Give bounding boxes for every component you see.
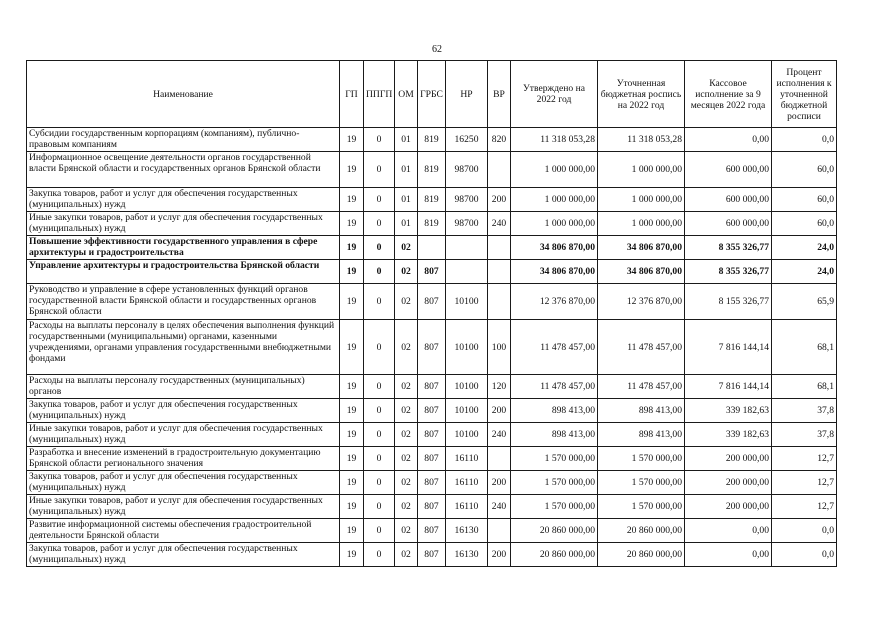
cell-ppgp: 0: [364, 375, 395, 399]
cell-percent: 60,0: [772, 152, 837, 188]
cell-cash: 200 000,00: [685, 495, 772, 519]
cell-name: Иные закупки товаров, работ и услуг для обеспечения государственных (муниципальных) нужд: [27, 212, 340, 236]
cell-percent: 60,0: [772, 212, 837, 236]
cell-grbs: [418, 236, 446, 260]
table-row: [27, 212, 837, 236]
cell-om: 02: [395, 260, 418, 284]
table-row: [27, 236, 837, 260]
cell-approved: 11 478 457,00: [511, 320, 598, 375]
cell-vr: 120: [488, 375, 511, 399]
cell-np: 16250: [446, 128, 488, 152]
cell-om: 02: [395, 236, 418, 260]
table-row: [27, 188, 837, 212]
cell-om: 02: [395, 447, 418, 471]
cell-percent: 12,7: [772, 495, 837, 519]
cell-grbs: 807: [418, 260, 446, 284]
cell-approved: 1 570 000,00: [511, 447, 598, 471]
cell-vr: 200: [488, 188, 511, 212]
cell-percent: 37,8: [772, 423, 837, 447]
cell-om: 01: [395, 188, 418, 212]
cell-approved: 1 000 000,00: [511, 152, 598, 188]
table-header-row: [27, 61, 837, 128]
cell-percent: 68,1: [772, 320, 837, 375]
cell-approved: 1 000 000,00: [511, 212, 598, 236]
cell-name: Расходы на выплаты персоналу государственных (муниципальных) органов: [27, 375, 340, 399]
cell-om: 02: [395, 320, 418, 375]
cell-cash: 8 155 326,77: [685, 284, 772, 320]
cell-grbs: 807: [418, 399, 446, 423]
cell-vr: [488, 236, 511, 260]
cell-cash: 339 182,63: [685, 399, 772, 423]
cell-approved: 898 413,00: [511, 423, 598, 447]
cell-refined: 898 413,00: [598, 423, 685, 447]
cell-approved: 11 318 053,28: [511, 128, 598, 152]
cell-vr: 240: [488, 423, 511, 447]
cell-gp: 19: [340, 447, 364, 471]
cell-percent: 12,7: [772, 447, 837, 471]
cell-vr: 200: [488, 471, 511, 495]
header-percent: Процент исполнения к уточненной бюджетной росписи: [772, 61, 837, 128]
cell-om: 02: [395, 471, 418, 495]
cell-percent: 0,0: [772, 128, 837, 152]
header-np: НР: [446, 61, 488, 128]
cell-approved: 11 478 457,00: [511, 375, 598, 399]
cell-np: 98700: [446, 212, 488, 236]
cell-om: 02: [395, 284, 418, 320]
cell-approved: 20 860 000,00: [511, 519, 598, 543]
cell-grbs: 807: [418, 423, 446, 447]
cell-name: Руководство и управление в сфере установленных функций органов государственной власти Брянской области и государственных органов Брянской области: [27, 284, 340, 320]
cell-vr: [488, 260, 511, 284]
cell-np: 16130: [446, 543, 488, 567]
table-row: [27, 423, 837, 447]
cell-name: Информационное освещение деятельности органов государственной власти Брянской области и государственных органов Брянской области: [27, 152, 340, 188]
cell-grbs: 807: [418, 447, 446, 471]
cell-om: 01: [395, 128, 418, 152]
cell-vr: 200: [488, 543, 511, 567]
cell-grbs: 807: [418, 320, 446, 375]
cell-ppgp: 0: [364, 188, 395, 212]
cell-refined: 1 570 000,00: [598, 495, 685, 519]
cell-ppgp: 0: [364, 519, 395, 543]
cell-vr: 200: [488, 399, 511, 423]
cell-cash: 200 000,00: [685, 447, 772, 471]
cell-grbs: 807: [418, 543, 446, 567]
cell-approved: 1 570 000,00: [511, 495, 598, 519]
cell-np: 10100: [446, 423, 488, 447]
table-row: [27, 128, 837, 152]
cell-gp: 19: [340, 543, 364, 567]
table-row: [27, 543, 837, 567]
cell-ppgp: 0: [364, 236, 395, 260]
cell-om: 02: [395, 399, 418, 423]
cell-refined: 20 860 000,00: [598, 519, 685, 543]
cell-refined: 11 478 457,00: [598, 375, 685, 399]
cell-approved: 20 860 000,00: [511, 543, 598, 567]
cell-np: 16110: [446, 447, 488, 471]
cell-np: 98700: [446, 188, 488, 212]
cell-gp: 19: [340, 423, 364, 447]
cell-ppgp: 0: [364, 260, 395, 284]
cell-percent: 65,9: [772, 284, 837, 320]
cell-approved: 12 376 870,00: [511, 284, 598, 320]
cell-name: Субсидии государственным корпорациям (компаниям), публично-правовым компаниям: [27, 128, 340, 152]
cell-gp: 19: [340, 212, 364, 236]
cell-approved: 898 413,00: [511, 399, 598, 423]
header-name: Наименование: [27, 61, 340, 128]
table-row: [27, 375, 837, 399]
cell-ppgp: 0: [364, 447, 395, 471]
cell-cash: 600 000,00: [685, 152, 772, 188]
cell-ppgp: 0: [364, 399, 395, 423]
cell-om: 02: [395, 375, 418, 399]
cell-grbs: 807: [418, 519, 446, 543]
header-grbs: ГРБС: [418, 61, 446, 128]
cell-refined: 1 570 000,00: [598, 471, 685, 495]
cell-name: Закупка товаров, работ и услуг для обеспечения государственных (муниципальных) нужд: [27, 471, 340, 495]
cell-vr: [488, 519, 511, 543]
cell-np: 16110: [446, 495, 488, 519]
cell-vr: 820: [488, 128, 511, 152]
cell-grbs: 819: [418, 212, 446, 236]
cell-cash: 200 000,00: [685, 471, 772, 495]
cell-cash: 7 816 144,14: [685, 375, 772, 399]
header-gp: ГП: [340, 61, 364, 128]
cell-ppgp: 0: [364, 423, 395, 447]
cell-ppgp: 0: [364, 495, 395, 519]
cell-grbs: 807: [418, 471, 446, 495]
cell-grbs: 819: [418, 152, 446, 188]
header-vr: ВР: [488, 61, 511, 128]
cell-np: 10100: [446, 284, 488, 320]
cell-gp: 19: [340, 128, 364, 152]
cell-gp: 19: [340, 284, 364, 320]
cell-percent: 12,7: [772, 471, 837, 495]
cell-refined: 11 478 457,00: [598, 320, 685, 375]
cell-np: 10100: [446, 399, 488, 423]
cell-cash: 600 000,00: [685, 212, 772, 236]
cell-grbs: 807: [418, 495, 446, 519]
cell-grbs: 807: [418, 375, 446, 399]
cell-refined: 34 806 870,00: [598, 260, 685, 284]
cell-ppgp: 0: [364, 212, 395, 236]
cell-cash: 0,00: [685, 543, 772, 567]
cell-name: Иные закупки товаров, работ и услуг для обеспечения государственных (муниципальных) нужд: [27, 423, 340, 447]
cell-refined: 12 376 870,00: [598, 284, 685, 320]
cell-percent: 68,1: [772, 375, 837, 399]
cell-refined: 1 570 000,00: [598, 447, 685, 471]
cell-vr: [488, 447, 511, 471]
cell-refined: 1 000 000,00: [598, 212, 685, 236]
cell-gp: 19: [340, 188, 364, 212]
cell-grbs: 819: [418, 188, 446, 212]
cell-name: Закупка товаров, работ и услуг для обеспечения государственных (муниципальных) нужд: [27, 399, 340, 423]
cell-np: [446, 236, 488, 260]
table-row: [27, 519, 837, 543]
cell-cash: 0,00: [685, 128, 772, 152]
cell-np: 16110: [446, 471, 488, 495]
cell-refined: 1 000 000,00: [598, 188, 685, 212]
cell-om: 02: [395, 519, 418, 543]
table-row: [27, 152, 837, 188]
cell-ppgp: 0: [364, 152, 395, 188]
cell-om: 02: [395, 543, 418, 567]
cell-np: 16130: [446, 519, 488, 543]
cell-grbs: 807: [418, 284, 446, 320]
cell-cash: 7 816 144,14: [685, 320, 772, 375]
table-row: [27, 471, 837, 495]
cell-refined: 34 806 870,00: [598, 236, 685, 260]
cell-name: Закупка товаров, работ и услуг для обеспечения государственных (муниципальных) нужд: [27, 188, 340, 212]
cell-approved: 1 570 000,00: [511, 471, 598, 495]
cell-approved: 34 806 870,00: [511, 236, 598, 260]
cell-name: Разработка и внесение изменений в градостроительную документацию Брянской области регионального значения: [27, 447, 340, 471]
cell-np: [446, 260, 488, 284]
cell-percent: 0,0: [772, 519, 837, 543]
cell-name: Повышение эффективности государственного управления в сфере архитектуры и градостроительства: [27, 236, 340, 260]
header-ppgp: ППГП: [364, 61, 395, 128]
cell-om: 01: [395, 212, 418, 236]
cell-vr: [488, 152, 511, 188]
table-body: [27, 128, 837, 567]
table-row: [27, 284, 837, 320]
cell-ppgp: 0: [364, 543, 395, 567]
cell-percent: 0,0: [772, 543, 837, 567]
cell-percent: 24,0: [772, 260, 837, 284]
cell-gp: 19: [340, 320, 364, 375]
cell-name: Управление архитектуры и градостроительства Брянской области: [27, 260, 340, 284]
cell-percent: 37,8: [772, 399, 837, 423]
cell-percent: 24,0: [772, 236, 837, 260]
cell-vr: 240: [488, 212, 511, 236]
cell-ppgp: 0: [364, 471, 395, 495]
budget-execution-table: [26, 60, 837, 567]
cell-ppgp: 0: [364, 320, 395, 375]
cell-gp: 19: [340, 152, 364, 188]
cell-cash: 0,00: [685, 519, 772, 543]
cell-cash: 339 182,63: [685, 423, 772, 447]
cell-approved: 34 806 870,00: [511, 260, 598, 284]
cell-refined: 898 413,00: [598, 399, 685, 423]
cell-vr: [488, 284, 511, 320]
cell-gp: 19: [340, 260, 364, 284]
cell-np: 10100: [446, 320, 488, 375]
cell-ppgp: 0: [364, 128, 395, 152]
cell-gp: 19: [340, 519, 364, 543]
cell-om: 01: [395, 152, 418, 188]
cell-refined: 11 318 053,28: [598, 128, 685, 152]
cell-gp: 19: [340, 236, 364, 260]
cell-vr: 100: [488, 320, 511, 375]
cell-cash: 8 355 326,77: [685, 236, 772, 260]
cell-np: 98700: [446, 152, 488, 188]
cell-gp: 19: [340, 495, 364, 519]
cell-cash: 600 000,00: [685, 188, 772, 212]
cell-name: Закупка товаров, работ и услуг для обеспечения государственных (муниципальных) нужд: [27, 543, 340, 567]
cell-ppgp: 0: [364, 284, 395, 320]
header-approved: Утверждено на 2022 год: [511, 61, 598, 128]
cell-name: Расходы на выплаты персоналу в целях обеспечения выполнения функций государственными (муниципальными) органами, казенными учреждениями, органами управления государственными внебюджетными фондами: [27, 320, 340, 375]
cell-om: 02: [395, 423, 418, 447]
cell-percent: 60,0: [772, 188, 837, 212]
cell-gp: 19: [340, 375, 364, 399]
cell-om: 02: [395, 495, 418, 519]
cell-vr: 240: [488, 495, 511, 519]
cell-gp: 19: [340, 399, 364, 423]
cell-np: 10100: [446, 375, 488, 399]
table-row: [27, 399, 837, 423]
cell-approved: 1 000 000,00: [511, 188, 598, 212]
cell-cash: 8 355 326,77: [685, 260, 772, 284]
table-row: [27, 260, 837, 284]
header-refined: Уточненная бюджетная роспись на 2022 год: [598, 61, 685, 128]
cell-refined: 20 860 000,00: [598, 543, 685, 567]
table-row: [27, 495, 837, 519]
cell-gp: 19: [340, 471, 364, 495]
header-om: ОМ: [395, 61, 418, 128]
cell-name: Иные закупки товаров, работ и услуг для обеспечения государственных (муниципальных) нужд: [27, 495, 340, 519]
cell-refined: 1 000 000,00: [598, 152, 685, 188]
table-row: [27, 320, 837, 375]
table-row: [27, 447, 837, 471]
header-cash: Кассовое исполнение за 9 месяцев 2022 года: [685, 61, 772, 128]
cell-name: Развитие информационной системы обеспечения градостроительной деятельности Брянской области: [27, 519, 340, 543]
page-number: 62: [432, 44, 442, 55]
cell-grbs: 819: [418, 128, 446, 152]
